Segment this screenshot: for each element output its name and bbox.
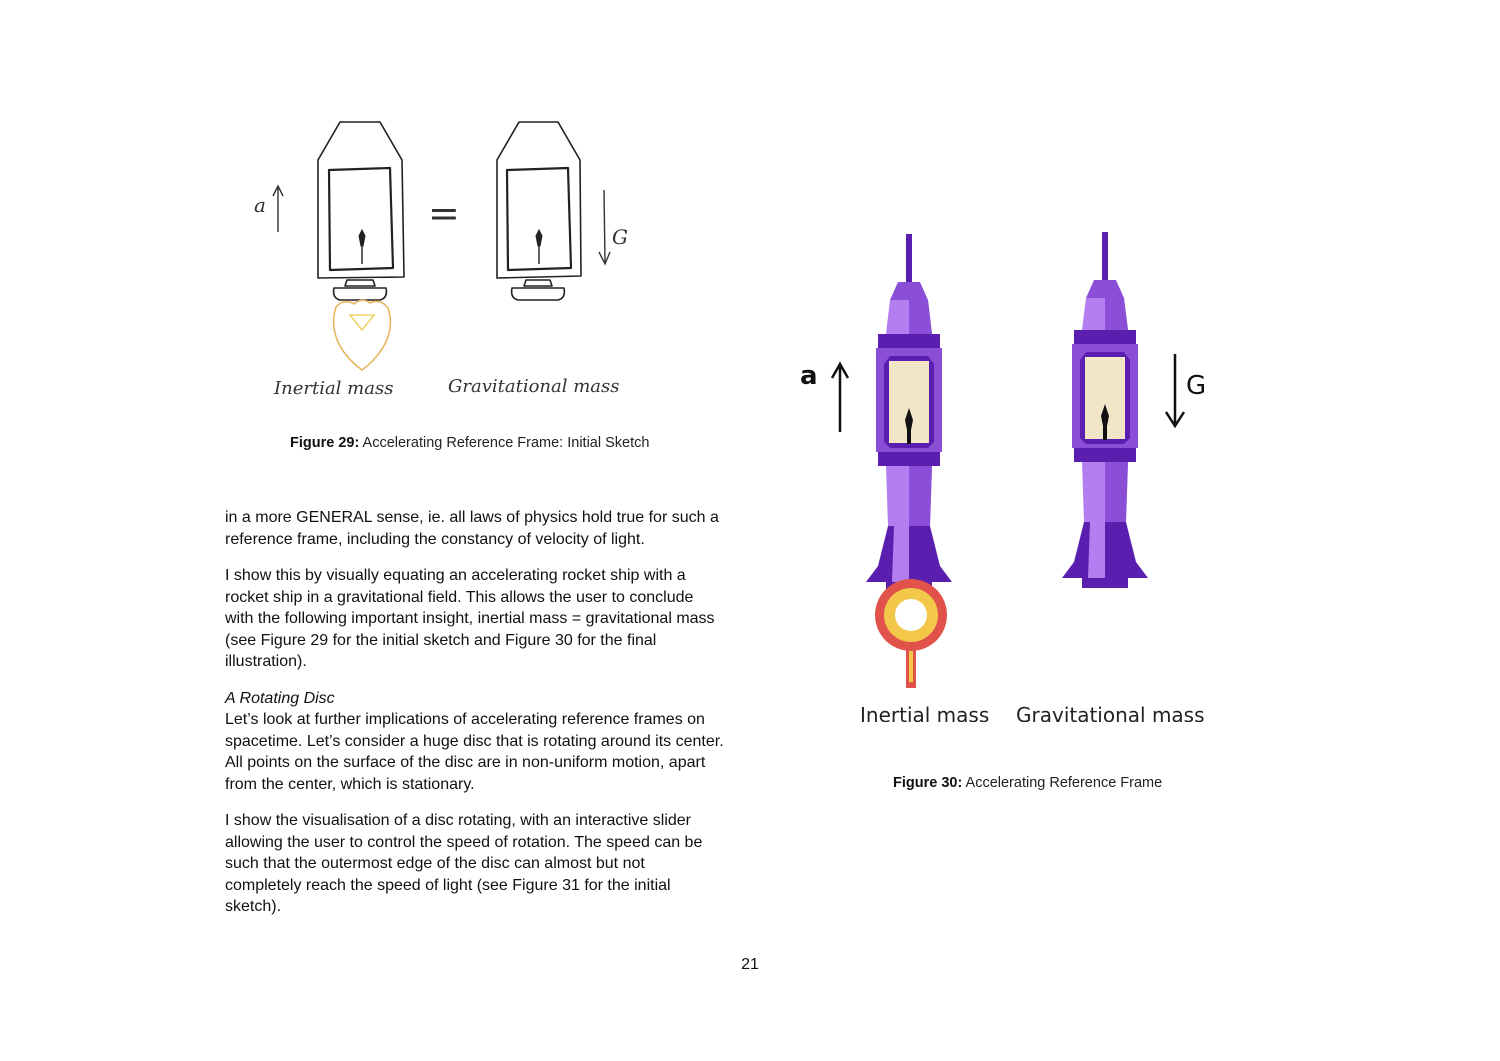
sketch-label-gravitational: Gravitational mass	[448, 376, 620, 397]
gravity-arrow	[1166, 354, 1184, 426]
figure-29-caption	[290, 435, 649, 451]
rocket-flame	[875, 579, 947, 688]
figure-29-caption-label: Figure 29:	[290, 435, 360, 451]
label-gravitational-mass: Gravitational mass	[1016, 703, 1205, 722]
sketch-person-left	[359, 230, 365, 264]
acceleration-symbol-a: a	[800, 361, 818, 391]
sketch-rocket-right	[497, 122, 581, 300]
figure-29-caption-text: Accelerating Reference Frame: Initial Sketch	[362, 435, 650, 451]
sketch-rocket-left	[318, 122, 404, 300]
figure-30-illustration	[790, 222, 1220, 722]
paragraph-4: I show the visualisation of a disc rotating, with an interactive slider allowing the user to control the speed of rotation. The speed can be such that the outermost edge of the disc can almost but not completely reach the speed of light (see Figure 31 for the initial sketch).	[225, 812, 703, 915]
figure-30-caption	[893, 775, 1162, 791]
sketch-acceleration-arrow	[273, 186, 283, 232]
figure-30-caption-label: Figure 30:	[893, 775, 963, 791]
paragraph-3: Let’s look at further implications of accelerating reference frames on spacetime. Let’s consider a huge disc that is rotating around its center. All points on the surface of the disc are in non-uniform motion, apart from the center, which is stationary.	[225, 711, 724, 793]
section-title: A Rotating Disc	[225, 689, 335, 707]
rocket-inertial-window	[884, 356, 934, 448]
sketch-person-right	[536, 230, 542, 264]
sketch-equals-sign: =	[428, 191, 460, 235]
sketch-symbol-g: G	[612, 225, 628, 249]
acceleration-arrow	[832, 364, 848, 432]
figure-30-caption-text: Accelerating Reference Frame	[965, 775, 1163, 791]
body-text	[225, 507, 725, 933]
figure-29-sketch	[240, 112, 650, 412]
label-inertial-mass: Inertial mass	[860, 703, 990, 722]
sketch-gravity-arrow	[599, 190, 610, 264]
sketch-label-inertial: Inertial mass	[274, 378, 394, 399]
paragraph-2: I show this by visually equating an accelerating rocket ship with a rocket ship in a gravitational field. This allows the user to conclude with the following important insight, inertial mass = gravitational mass (see Figure 29 for the initial sketch and Figure 30 for the final illustration).	[225, 567, 715, 670]
gravity-symbol-g: G	[1186, 371, 1207, 401]
sketch-symbol-a: a	[254, 193, 266, 217]
sketch-flame	[334, 300, 391, 370]
rocket-gravitational-window	[1080, 352, 1130, 444]
page-number: 21	[741, 956, 759, 973]
paragraph-1: in a more GENERAL sense, ie. all laws of physics hold true for such a reference frame, including the constancy of velocity of light.	[225, 509, 719, 548]
